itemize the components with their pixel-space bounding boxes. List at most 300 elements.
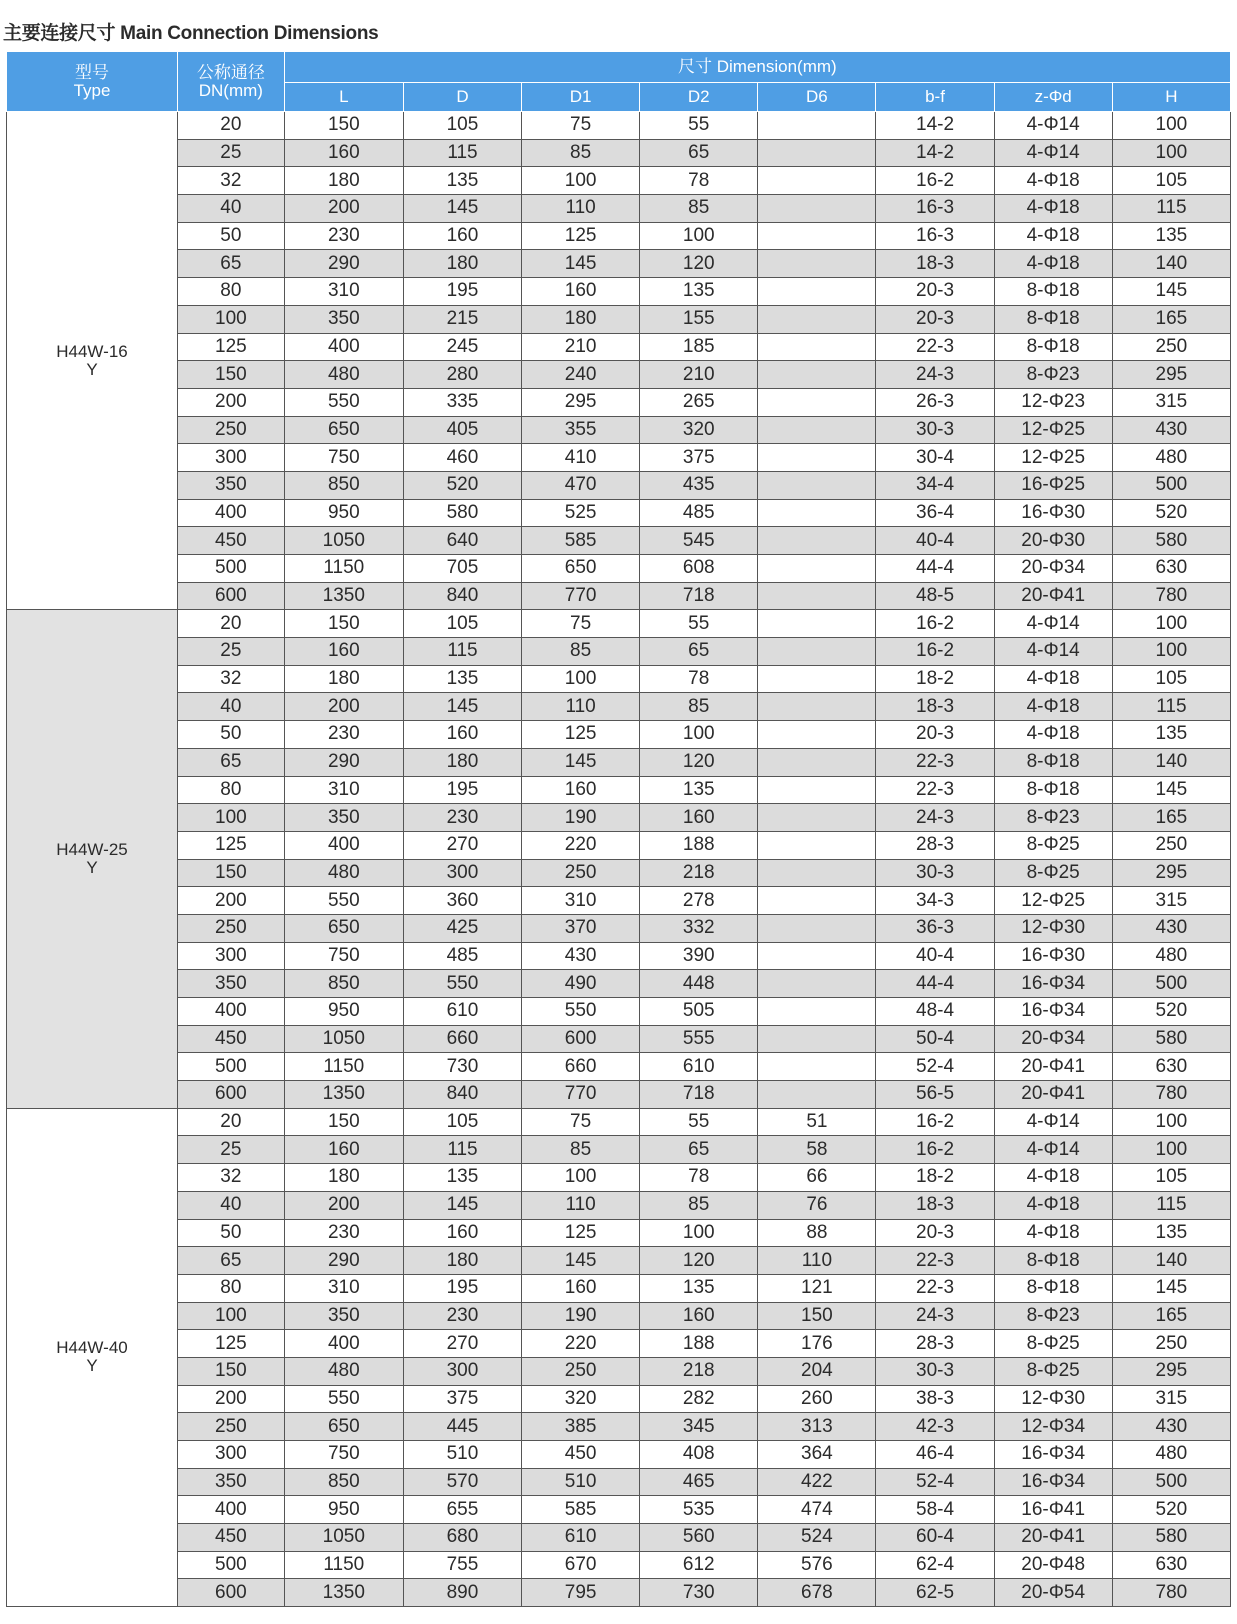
table-cell (758, 748, 876, 776)
table-cell: 400 (284, 333, 403, 361)
table-cell (758, 998, 876, 1026)
table-cell: 18-3 (876, 693, 994, 721)
table-cell: 195 (403, 278, 521, 306)
table-row (7, 416, 1231, 444)
table-cell: 36-4 (876, 499, 994, 527)
dn-cell: 80 (177, 776, 284, 804)
table-cell: 16-Φ34 (994, 1468, 1112, 1496)
table-cell: 24-3 (876, 361, 994, 389)
table-cell: 230 (284, 721, 403, 749)
table-cell: 115 (403, 1136, 521, 1164)
dn-cell: 50 (177, 721, 284, 749)
table-cell: 485 (640, 499, 758, 527)
table-cell: 55 (640, 1108, 758, 1136)
table-cell: 612 (640, 1551, 758, 1579)
table-cell: 18-3 (876, 1191, 994, 1219)
table-cell: 195 (403, 776, 521, 804)
table-row (7, 914, 1231, 942)
table-cell: 190 (522, 804, 640, 832)
table-cell: 14-2 (876, 139, 994, 167)
table-cell: 160 (403, 721, 521, 749)
table-cell: 8-Φ23 (994, 804, 1112, 832)
table-cell: 480 (1112, 1441, 1230, 1469)
table-cell: 65 (640, 1136, 758, 1164)
table-cell: 660 (522, 1053, 640, 1081)
table-cell: 165 (1112, 1302, 1230, 1330)
table-cell: 204 (758, 1357, 876, 1385)
table-row (7, 305, 1231, 333)
dn-cell: 450 (177, 1025, 284, 1053)
table-row (7, 361, 1231, 389)
table-cell: 28-3 (876, 831, 994, 859)
table-cell (758, 112, 876, 140)
table-cell: 230 (284, 222, 403, 250)
table-cell: 525 (522, 499, 640, 527)
table-cell: 313 (758, 1413, 876, 1441)
table-cell: 16-3 (876, 195, 994, 223)
table-cell: 20-3 (876, 1219, 994, 1247)
table-cell: 180 (284, 665, 403, 693)
table-row (7, 1357, 1231, 1385)
table-cell: 535 (640, 1496, 758, 1524)
table-cell: 230 (284, 1219, 403, 1247)
table-row (7, 1413, 1231, 1441)
table-cell: 370 (522, 914, 640, 942)
dn-cell: 25 (177, 1136, 284, 1164)
table-cell: 332 (640, 914, 758, 942)
table-cell: 100 (522, 1164, 640, 1192)
table-cell: 650 (284, 416, 403, 444)
table-row (7, 444, 1231, 472)
table-cell: 14-2 (876, 112, 994, 140)
table-cell: 450 (522, 1441, 640, 1469)
table-header (7, 52, 1231, 112)
table-cell: 160 (403, 1219, 521, 1247)
table-row (7, 1191, 1231, 1219)
table-cell: 780 (1112, 1579, 1230, 1607)
table-cell: 580 (1112, 1025, 1230, 1053)
type-header (7, 52, 178, 112)
table-cell: 408 (640, 1441, 758, 1469)
table-cell: 24-3 (876, 804, 994, 832)
table-cell: 1050 (284, 1524, 403, 1552)
table-cell: 315 (1112, 887, 1230, 915)
table-cell: 140 (1112, 250, 1230, 278)
table-cell: 78 (640, 665, 758, 693)
dn-cell: 80 (177, 278, 284, 306)
table-cell: 78 (640, 167, 758, 195)
table-cell: 75 (522, 610, 640, 638)
table-cell (758, 859, 876, 887)
table-cell: 364 (758, 1441, 876, 1469)
table-cell: 8-Φ18 (994, 1274, 1112, 1302)
table-cell: 350 (284, 305, 403, 333)
table-cell (758, 333, 876, 361)
table-cell: 520 (1112, 499, 1230, 527)
table-cell: 48-5 (876, 582, 994, 610)
table-cell: 210 (640, 361, 758, 389)
table-cell: 20-Φ34 (994, 555, 1112, 583)
table-row (7, 555, 1231, 583)
table-cell: 65 (640, 638, 758, 666)
table-cell: 75 (522, 1108, 640, 1136)
table-cell (758, 582, 876, 610)
table-cell: 570 (403, 1468, 521, 1496)
table-row (7, 1025, 1231, 1053)
table-cell: 8-Φ25 (994, 1330, 1112, 1358)
type-name: H44W-40 (56, 1338, 128, 1358)
table-cell: 176 (758, 1330, 876, 1358)
table-cell: 560 (640, 1524, 758, 1552)
table-cell: 20-Φ48 (994, 1551, 1112, 1579)
table-cell: 30-3 (876, 859, 994, 887)
dn-cell: 200 (177, 887, 284, 915)
table-cell: 505 (640, 998, 758, 1026)
table-cell: 470 (522, 471, 640, 499)
column-header: D (403, 83, 521, 112)
dimensions-table (6, 51, 1231, 1607)
column-header: z-Φd (994, 83, 1112, 112)
table-cell: 58-4 (876, 1496, 994, 1524)
dn-cell: 65 (177, 748, 284, 776)
table-cell: 300 (403, 859, 521, 887)
table-cell: 215 (403, 305, 521, 333)
table-cell: 16-3 (876, 222, 994, 250)
table-cell: 655 (403, 1496, 521, 1524)
table-cell: 520 (1112, 998, 1230, 1026)
table-cell: 4-Φ18 (994, 665, 1112, 693)
table-cell: 20-Φ41 (994, 1081, 1112, 1109)
table-cell: 20-3 (876, 278, 994, 306)
table-cell: 135 (1112, 721, 1230, 749)
table-cell: 85 (522, 139, 640, 167)
table-cell (758, 305, 876, 333)
table-cell: 135 (640, 776, 758, 804)
table-cell: 55 (640, 610, 758, 638)
dn-cell: 125 (177, 831, 284, 859)
table-cell (758, 278, 876, 306)
table-cell: 200 (284, 195, 403, 223)
table-row (7, 1136, 1231, 1164)
table-cell (758, 776, 876, 804)
dn-cell: 40 (177, 1191, 284, 1219)
table-cell: 48-4 (876, 998, 994, 1026)
table-cell: 4-Φ14 (994, 610, 1112, 638)
table-cell: 405 (403, 416, 521, 444)
table-row (7, 1579, 1231, 1607)
table-cell: 8-Φ23 (994, 1302, 1112, 1330)
table-cell: 1050 (284, 1025, 403, 1053)
table-cell: 550 (284, 1385, 403, 1413)
column-header: D1 (522, 83, 640, 112)
table-cell: 62-5 (876, 1579, 994, 1607)
table-cell: 44-4 (876, 970, 994, 998)
table-cell: 52-4 (876, 1053, 994, 1081)
table-cell: 60-4 (876, 1524, 994, 1552)
dn-cell: 500 (177, 1053, 284, 1081)
type-suffix: Y (86, 359, 98, 379)
table-cell: 448 (640, 970, 758, 998)
table-cell: 1050 (284, 527, 403, 555)
table-cell: 150 (284, 610, 403, 638)
table-cell: 290 (284, 748, 403, 776)
table-cell: 16-Φ41 (994, 1496, 1112, 1524)
table-cell: 730 (640, 1579, 758, 1607)
table-cell: 22-3 (876, 776, 994, 804)
table-cell: 500 (1112, 970, 1230, 998)
table-cell (758, 471, 876, 499)
table-cell: 220 (522, 831, 640, 859)
table-cell (758, 1025, 876, 1053)
table-cell: 630 (1112, 1551, 1230, 1579)
table-cell: 480 (1112, 942, 1230, 970)
dn-cell: 100 (177, 1302, 284, 1330)
table-cell: 650 (522, 555, 640, 583)
table-row (7, 748, 1231, 776)
table-cell: 16-Φ30 (994, 499, 1112, 527)
table-cell: 4-Φ18 (994, 721, 1112, 749)
table-row (7, 1053, 1231, 1081)
dn-cell: 150 (177, 859, 284, 887)
table-cell: 295 (1112, 1357, 1230, 1385)
table-cell: 750 (284, 444, 403, 472)
type-cell (7, 112, 178, 610)
table-cell: 465 (640, 1468, 758, 1496)
table-cell: 12-Φ30 (994, 914, 1112, 942)
dn-cell: 350 (177, 471, 284, 499)
table-cell: 105 (403, 1108, 521, 1136)
dn-cell: 600 (177, 582, 284, 610)
table-cell: 135 (1112, 222, 1230, 250)
table-cell: 480 (284, 1357, 403, 1385)
table-cell: 16-Φ30 (994, 942, 1112, 970)
table-cell: 160 (640, 1302, 758, 1330)
table-cell: 485 (403, 942, 521, 970)
type-suffix: Y (86, 858, 98, 878)
table-cell: 576 (758, 1551, 876, 1579)
table-cell: 445 (403, 1413, 521, 1441)
table-cell: 480 (284, 361, 403, 389)
dn-cell: 50 (177, 1219, 284, 1247)
table-cell: 510 (403, 1441, 521, 1469)
table-row (7, 1496, 1231, 1524)
table-cell: 105 (1112, 167, 1230, 195)
table-cell: 24-3 (876, 1302, 994, 1330)
column-header: L (284, 83, 403, 112)
table-cell: 500 (1112, 471, 1230, 499)
table-cell: 4-Φ18 (994, 1191, 1112, 1219)
table-row (7, 527, 1231, 555)
table-row (7, 222, 1231, 250)
table-cell: 780 (1112, 582, 1230, 610)
table-cell: 150 (284, 1108, 403, 1136)
table-cell: 160 (522, 278, 640, 306)
table-cell: 78 (640, 1164, 758, 1192)
table-body (7, 112, 1231, 1607)
dn-cell: 32 (177, 1164, 284, 1192)
table-cell: 115 (1112, 1191, 1230, 1219)
table-cell: 250 (522, 859, 640, 887)
table-row (7, 942, 1231, 970)
table-cell: 610 (522, 1524, 640, 1552)
table-cell: 730 (403, 1053, 521, 1081)
type-header-en: Type (73, 80, 111, 100)
table-cell: 100 (1112, 139, 1230, 167)
table-cell (758, 139, 876, 167)
table-cell: 780 (1112, 1081, 1230, 1109)
table-cell: 1150 (284, 1551, 403, 1579)
dn-cell: 450 (177, 527, 284, 555)
table-cell: 385 (522, 1413, 640, 1441)
table-cell: 16-2 (876, 1108, 994, 1136)
table-cell: 430 (1112, 914, 1230, 942)
page-title: 主要连接尺寸 Main Connection Dimensions (3, 23, 379, 44)
table-cell: 20-Φ34 (994, 1025, 1112, 1053)
table-cell: 630 (1112, 555, 1230, 583)
table-row (7, 1274, 1231, 1302)
table-cell: 400 (284, 1330, 403, 1358)
table-row (7, 1247, 1231, 1275)
table-row (7, 139, 1231, 167)
table-cell: 150 (284, 112, 403, 140)
dimension-header: 尺寸 Dimension(mm) (284, 52, 1230, 83)
table-cell: 840 (403, 1081, 521, 1109)
table-cell: 30-3 (876, 416, 994, 444)
table-cell (758, 527, 876, 555)
dn-cell: 300 (177, 942, 284, 970)
table-cell: 195 (403, 1274, 521, 1302)
table-cell: 160 (522, 1274, 640, 1302)
table-row (7, 195, 1231, 223)
table-cell: 120 (640, 1247, 758, 1275)
table-cell: 100 (1112, 638, 1230, 666)
table-cell: 218 (640, 1357, 758, 1385)
dn-header-cn: 公称通径 (196, 62, 265, 82)
table-row (7, 582, 1231, 610)
table-cell: 38-3 (876, 1385, 994, 1413)
table-cell: 34-3 (876, 887, 994, 915)
table-cell: 8-Φ18 (994, 776, 1112, 804)
table-cell: 280 (403, 361, 521, 389)
table-row (7, 1330, 1231, 1358)
dn-cell: 600 (177, 1579, 284, 1607)
table-cell: 12-Φ34 (994, 1413, 1112, 1441)
table-cell: 610 (403, 998, 521, 1026)
table-cell: 36-3 (876, 914, 994, 942)
table-cell: 950 (284, 499, 403, 527)
table-cell: 185 (640, 333, 758, 361)
table-cell: 20-Φ54 (994, 1579, 1112, 1607)
table-row (7, 1219, 1231, 1247)
table-cell: 75 (522, 112, 640, 140)
table-cell: 218 (640, 859, 758, 887)
table-cell: 850 (284, 970, 403, 998)
table-cell: 105 (1112, 1164, 1230, 1192)
table-cell: 270 (403, 1330, 521, 1358)
table-cell: 320 (522, 1385, 640, 1413)
table-cell: 46-4 (876, 1441, 994, 1469)
table-cell: 8-Φ25 (994, 831, 1112, 859)
table-cell: 4-Φ18 (994, 167, 1112, 195)
table-cell: 160 (284, 139, 403, 167)
table-row (7, 1081, 1231, 1109)
table-cell: 150 (758, 1302, 876, 1330)
table-cell: 145 (522, 748, 640, 776)
table-cell (758, 638, 876, 666)
table-cell: 62-4 (876, 1551, 994, 1579)
table-cell: 85 (522, 1136, 640, 1164)
table-cell (758, 942, 876, 970)
dn-cell: 400 (177, 1496, 284, 1524)
dn-cell: 20 (177, 1108, 284, 1136)
table-cell: 120 (640, 250, 758, 278)
table-row (7, 1108, 1231, 1136)
table-cell: 4-Φ18 (994, 693, 1112, 721)
table-row (7, 1551, 1231, 1579)
dn-cell: 125 (177, 333, 284, 361)
dn-cell: 250 (177, 1413, 284, 1441)
table-cell: 750 (284, 1441, 403, 1469)
table-cell: 4-Φ14 (994, 638, 1112, 666)
table-row (7, 333, 1231, 361)
table-cell: 66 (758, 1164, 876, 1192)
dn-cell: 400 (177, 998, 284, 1026)
column-header: H (1112, 83, 1230, 112)
table-cell: 550 (284, 887, 403, 915)
table-cell: 890 (403, 1579, 521, 1607)
table-cell: 30-4 (876, 444, 994, 472)
table-cell (758, 250, 876, 278)
table-cell: 310 (284, 776, 403, 804)
table-cell: 100 (1112, 610, 1230, 638)
table-cell: 100 (522, 665, 640, 693)
table-row (7, 278, 1231, 306)
table-cell: 30-3 (876, 1357, 994, 1385)
table-cell: 42-3 (876, 1413, 994, 1441)
table-cell: 718 (640, 1081, 758, 1109)
table-cell: 110 (522, 195, 640, 223)
table-cell: 410 (522, 444, 640, 472)
dn-cell: 250 (177, 416, 284, 444)
table-row (7, 970, 1231, 998)
table-cell: 115 (1112, 195, 1230, 223)
table-cell: 230 (403, 804, 521, 832)
type-header-cn: 型号 (74, 62, 109, 82)
table-cell: 360 (403, 887, 521, 915)
dn-cell: 50 (177, 222, 284, 250)
table-cell: 250 (1112, 333, 1230, 361)
table-cell: 85 (640, 195, 758, 223)
table-cell: 430 (1112, 416, 1230, 444)
table-cell: 310 (522, 887, 640, 915)
table-row (7, 693, 1231, 721)
table-cell: 480 (1112, 444, 1230, 472)
table-cell: 145 (522, 1247, 640, 1275)
dn-cell: 350 (177, 970, 284, 998)
table-cell: 110 (522, 1191, 640, 1219)
table-cell: 580 (1112, 1524, 1230, 1552)
table-cell: 230 (403, 1302, 521, 1330)
table-cell: 40-4 (876, 527, 994, 555)
table-cell: 795 (522, 1579, 640, 1607)
dn-cell: 200 (177, 1385, 284, 1413)
table-cell: 550 (403, 970, 521, 998)
table-cell: 18-2 (876, 1164, 994, 1192)
table-cell: 550 (284, 388, 403, 416)
table-cell: 160 (403, 222, 521, 250)
table-cell: 160 (640, 804, 758, 832)
table-cell: 180 (403, 1247, 521, 1275)
